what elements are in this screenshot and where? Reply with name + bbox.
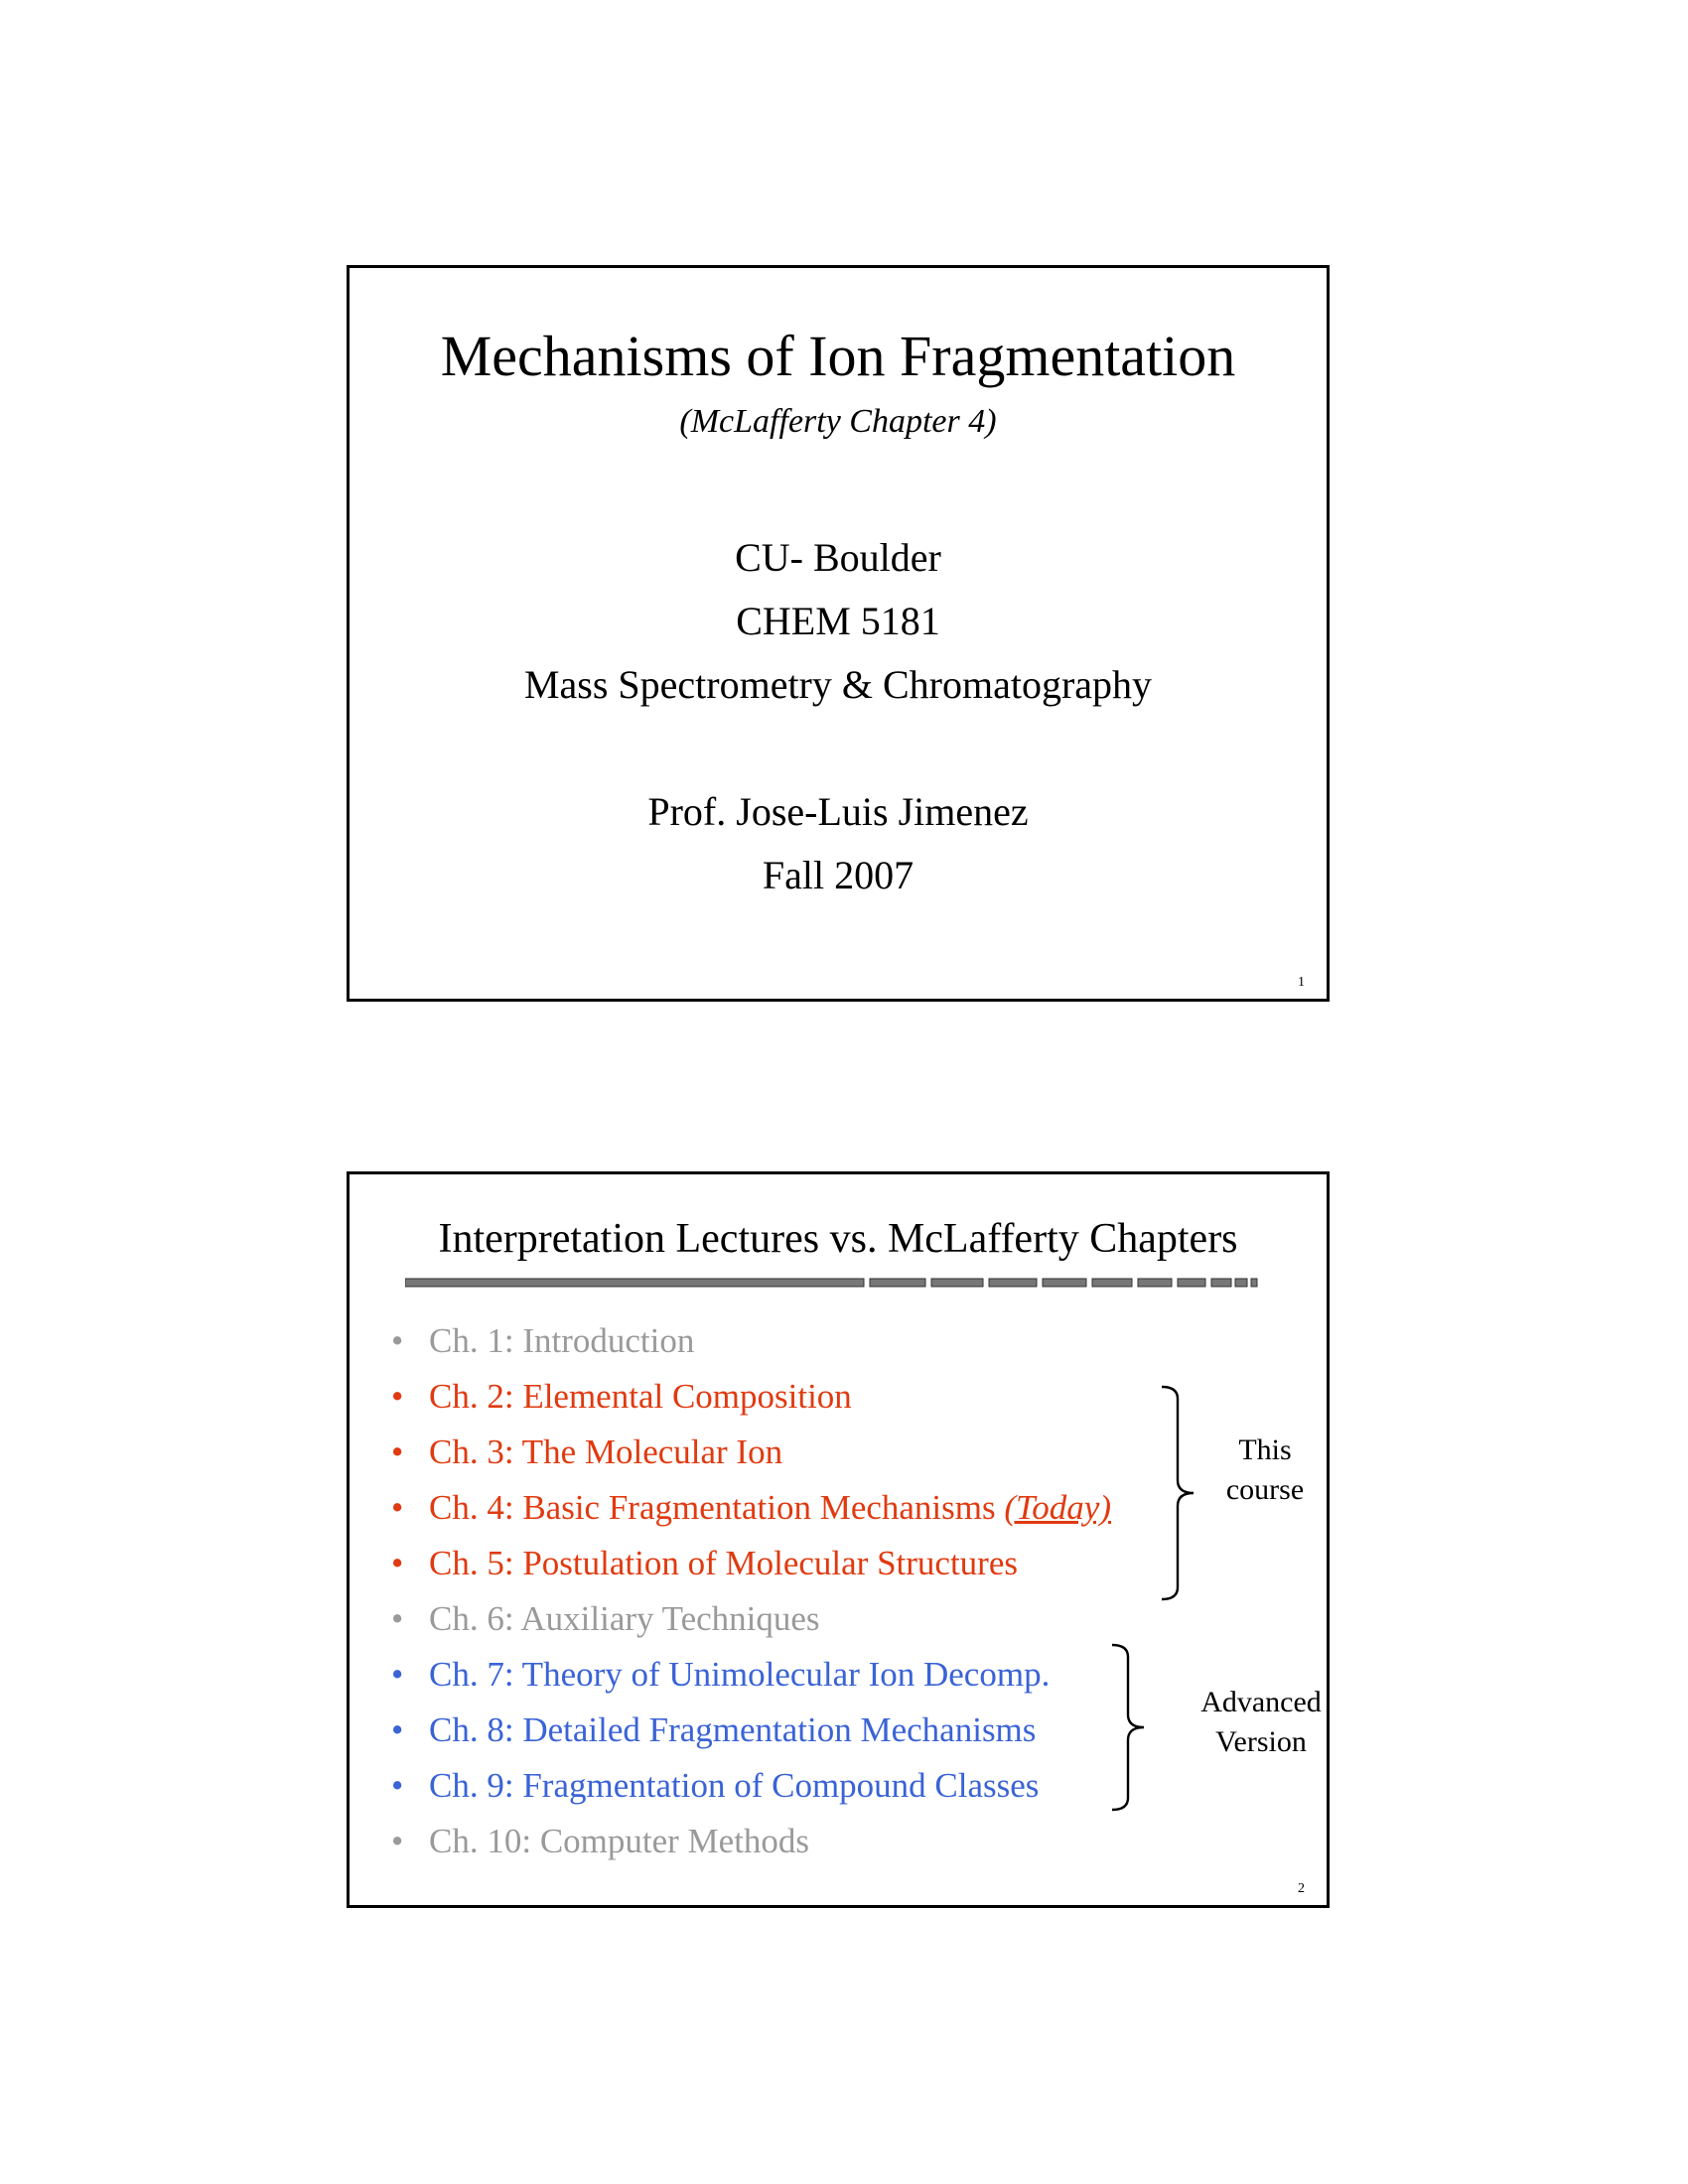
- bullet-icon: •: [391, 1544, 404, 1582]
- slide-2: [347, 1171, 1330, 1908]
- instructor-info: [350, 780, 1327, 907]
- chapter-item: [391, 1647, 1111, 1703]
- this-course-label: [1213, 1431, 1317, 1510]
- advanced-version-label: [1192, 1683, 1331, 1762]
- bullet-icon: •: [391, 1377, 404, 1416]
- advanced-version-brace-icon: [1110, 1643, 1150, 1812]
- chapter-item: [391, 1480, 1111, 1536]
- chapter-text: Ch. 4: Basic Fragmentation Mechanisms: [429, 1488, 1005, 1527]
- chapter-text: Ch. 7: Theory of Unimolecular Ion Decomp.: [429, 1655, 1051, 1694]
- slide-number: 2: [1298, 1881, 1305, 1896]
- bullet-icon: •: [391, 1710, 404, 1749]
- this-course-brace-icon: [1160, 1385, 1199, 1601]
- bullet-icon: •: [391, 1599, 404, 1638]
- advanced-version-label-line-1: Advanced: [1200, 1686, 1322, 1718]
- course-info: [350, 526, 1327, 717]
- chapter-item: [391, 1536, 1111, 1591]
- chapter-list: [391, 1313, 1111, 1869]
- course-code-line: CHEM 5181: [736, 599, 940, 643]
- this-course-label-line-2: course: [1225, 1473, 1305, 1506]
- title-underline-rule: [405, 1278, 1259, 1288]
- institution-line: CU- Boulder: [735, 535, 941, 580]
- chapter-text: Ch. 2: Elemental Composition: [429, 1377, 852, 1416]
- chapter-text: Ch. 1: Introduction: [429, 1321, 695, 1360]
- bullet-icon: •: [391, 1766, 404, 1805]
- slide-2-title: Interpretation Lectures vs. McLafferty Chapters: [438, 1216, 1238, 1262]
- bullet-icon: •: [391, 1488, 404, 1527]
- chapter-item: [391, 1591, 1111, 1647]
- slide-1: [347, 265, 1330, 1002]
- course-name-line: Mass Spectrometry & Chromatography: [523, 662, 1153, 707]
- chapter-item: [391, 1703, 1111, 1758]
- today-marker: (Today): [1004, 1488, 1111, 1527]
- chapter-item: [391, 1369, 1111, 1425]
- chapter-item: [391, 1313, 1111, 1369]
- bullet-icon: •: [391, 1822, 404, 1860]
- advanced-version-label-line-2: Version: [1215, 1725, 1307, 1758]
- bullet-icon: •: [391, 1433, 404, 1471]
- bullet-icon: •: [391, 1655, 404, 1694]
- term-line: Fall 2007: [762, 853, 914, 897]
- slide-1-subtitle: (McLafferty Chapter 4): [679, 403, 997, 440]
- instructor-line: Prof. Jose-Luis Jimenez: [647, 789, 1029, 834]
- chapter-text: Ch. 8: Detailed Fragmentation Mechanisms: [429, 1710, 1037, 1749]
- chapter-item: [391, 1758, 1111, 1814]
- this-course-label-line-1: This: [1238, 1433, 1292, 1466]
- chapter-text: Ch. 10: Computer Methods: [429, 1822, 810, 1860]
- slide-number: 1: [1298, 975, 1305, 990]
- chapter-item: [391, 1814, 1111, 1869]
- chapter-text: Ch. 5: Postulation of Molecular Structures: [429, 1544, 1018, 1582]
- slide-1-title: Mechanisms of Ion Fragmentation: [440, 324, 1236, 388]
- chapter-text: Ch. 6: Auxiliary Techniques: [429, 1599, 820, 1638]
- bullet-icon: •: [391, 1321, 404, 1360]
- chapter-text: Ch. 3: The Molecular Ion: [429, 1433, 783, 1471]
- chapter-text: Ch. 9: Fragmentation of Compound Classes: [429, 1766, 1040, 1805]
- chapter-item: [391, 1425, 1111, 1480]
